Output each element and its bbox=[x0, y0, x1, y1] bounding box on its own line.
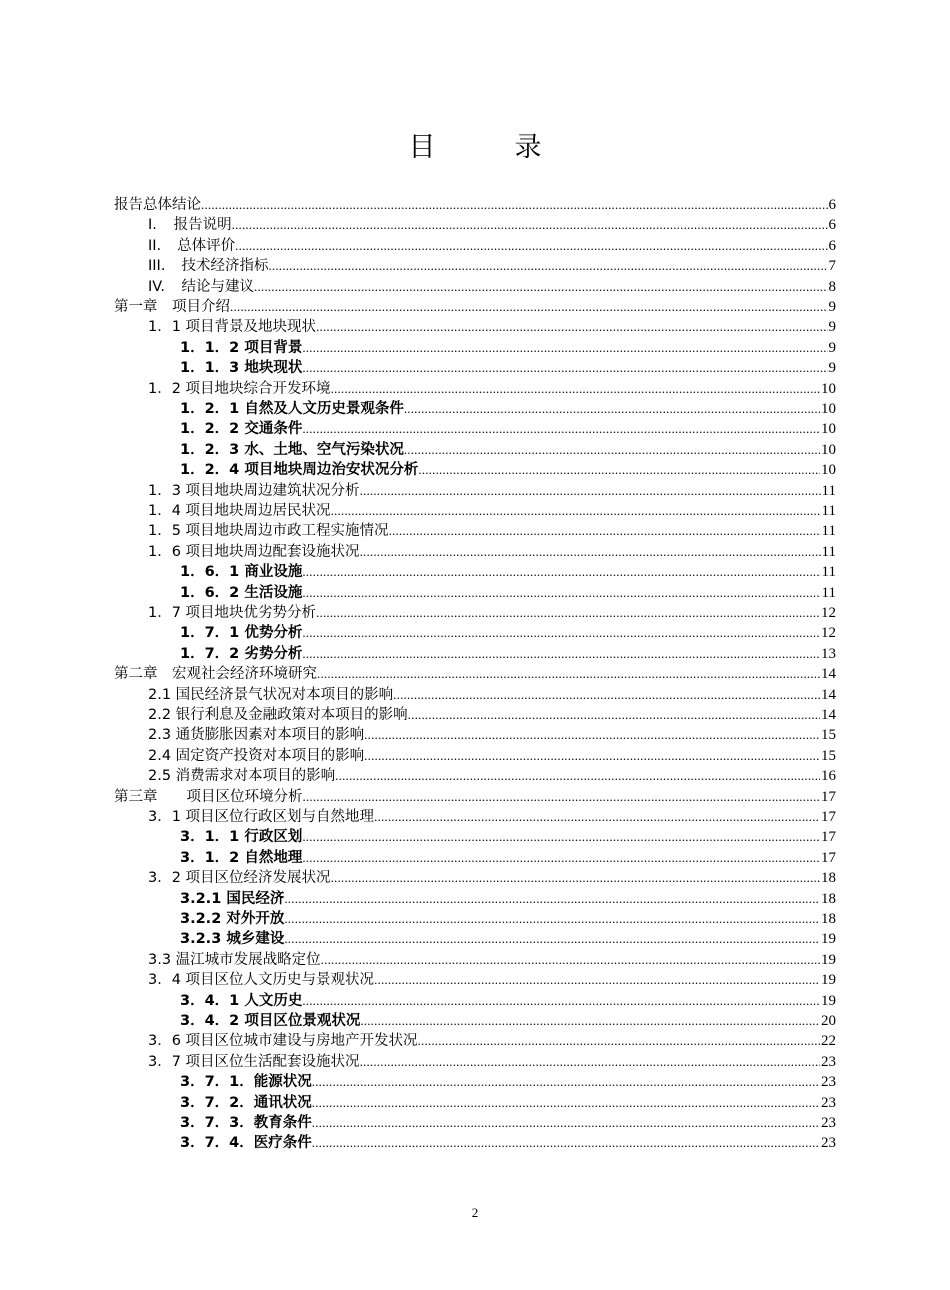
toc-entry-label: 3．1．2 自然地理 bbox=[180, 849, 303, 866]
toc-entry[interactable] bbox=[180, 889, 836, 909]
toc-leader-dots bbox=[418, 1031, 820, 1051]
toc-leader-dots bbox=[331, 501, 821, 521]
toc-entry[interactable] bbox=[180, 1113, 836, 1133]
toc-entry-label: 3.2.3 城乡建设 bbox=[180, 931, 285, 948]
toc-entry-page: 7 bbox=[828, 258, 836, 275]
toc-entry-page: 17 bbox=[821, 829, 836, 846]
toc-entry-number: I. bbox=[148, 217, 157, 234]
toc-entry[interactable] bbox=[180, 929, 836, 949]
page-number: 2 bbox=[471, 1205, 479, 1220]
toc-entry[interactable] bbox=[180, 991, 836, 1011]
toc-entry[interactable] bbox=[148, 746, 836, 766]
toc-leader-dots bbox=[360, 542, 821, 562]
toc-entry[interactable] bbox=[148, 501, 836, 521]
toc-leader-dots bbox=[235, 236, 827, 256]
toc-entry-label: 1．2．3 水、土地、空气污染状况 bbox=[180, 441, 404, 458]
toc-entry-page: 9 bbox=[828, 319, 836, 336]
toc-leader-dots bbox=[303, 787, 821, 807]
toc-entry[interactable] bbox=[180, 1133, 836, 1153]
toc-leader-dots bbox=[393, 685, 820, 705]
toc-leader-dots bbox=[302, 848, 820, 868]
toc-title: 目 录 bbox=[408, 132, 568, 163]
toc-entry[interactable] bbox=[180, 419, 836, 439]
toc-entry-label: 2.2 银行利息及金融政策对本项目的影响 bbox=[148, 707, 408, 723]
toc-leader-dots bbox=[316, 317, 827, 337]
toc-entry[interactable] bbox=[148, 521, 836, 541]
toc-entry-label: 3．6 项目区位城市建设与房地产开发状况 bbox=[148, 1033, 418, 1050]
toc-leader-dots bbox=[374, 807, 820, 827]
toc-entry-page: 18 bbox=[821, 890, 836, 907]
toc-entry-number: III. bbox=[148, 258, 166, 275]
toc-entry-label: 3．7．2．通讯状况 bbox=[180, 1094, 312, 1111]
toc-entry-page: 11 bbox=[821, 482, 836, 499]
toc-entry-page: 6 bbox=[828, 217, 836, 234]
toc-entry-label: 3．1．1 行政区划 bbox=[180, 829, 303, 846]
toc-leader-dots bbox=[284, 889, 820, 909]
toc-entry[interactable] bbox=[114, 195, 836, 215]
toc-leader-dots bbox=[302, 583, 820, 603]
toc-entry[interactable] bbox=[180, 1072, 836, 1092]
toc-entry-page: 23 bbox=[821, 1074, 836, 1091]
toc-entry-page: 10 bbox=[821, 441, 836, 458]
toc-leader-dots bbox=[254, 277, 828, 297]
toc-leader-dots bbox=[284, 909, 820, 929]
toc-entry-page: 23 bbox=[821, 1115, 836, 1131]
toc-entry[interactable] bbox=[148, 705, 836, 725]
toc-entry-page: 6 bbox=[828, 237, 836, 254]
toc-entry[interactable] bbox=[180, 827, 836, 847]
toc-entry-label: 结论与建议 bbox=[181, 278, 254, 295]
toc-leader-dots bbox=[312, 1072, 820, 1092]
toc-entry-label: 1．2．1 自然及人文历史景观条件 bbox=[180, 401, 404, 417]
toc-entry-page: 9 bbox=[828, 360, 836, 377]
toc-entry-label: 报告说明 bbox=[173, 217, 232, 234]
toc-entry-label: 2.4 固定资产投资对本项目的影响 bbox=[148, 747, 365, 764]
toc-entry-page: 20 bbox=[821, 1013, 836, 1029]
toc-entry-page: 23 bbox=[821, 1135, 836, 1152]
toc-entry-label: 1．6．1 商业设施 bbox=[180, 564, 303, 581]
toc-entry[interactable] bbox=[148, 970, 836, 990]
toc-entry-label: 1．2．4 项目地块周边治安状况分析 bbox=[180, 462, 419, 479]
toc-entry-label: 第一章 项目介绍 bbox=[114, 299, 230, 315]
toc-entry-label: 1．1．2 项目背景 bbox=[180, 339, 303, 356]
toc-leader-dots bbox=[312, 1133, 820, 1153]
toc-entry-label: 报告总体结论 bbox=[114, 197, 201, 213]
toc-entry-page: 14 bbox=[821, 666, 836, 683]
toc-entry[interactable] bbox=[148, 481, 836, 501]
toc-entry[interactable] bbox=[148, 317, 836, 337]
toc-leader-dots bbox=[331, 868, 820, 888]
toc-entry[interactable] bbox=[180, 338, 836, 358]
toc-entry[interactable] bbox=[148, 766, 836, 786]
toc-entry-label: 1．7．2 劣势分析 bbox=[180, 645, 303, 662]
toc-entry-page: 11 bbox=[821, 523, 836, 540]
toc-leader-dots bbox=[312, 1113, 820, 1133]
toc-entry[interactable] bbox=[180, 440, 836, 460]
toc-leader-dots bbox=[364, 746, 820, 766]
toc-entry-label: 1．1 项目背景及地块现状 bbox=[148, 319, 317, 336]
toc-entry[interactable] bbox=[180, 1093, 836, 1113]
toc-entry-page: 6 bbox=[828, 197, 836, 213]
toc-entry[interactable] bbox=[148, 215, 836, 235]
toc-leader-dots bbox=[302, 827, 820, 847]
toc-entry-page: 8 bbox=[828, 278, 836, 295]
toc-entry-page: 12 bbox=[821, 605, 836, 621]
toc-entry[interactable] bbox=[148, 277, 836, 297]
toc-entry-page: 10 bbox=[821, 462, 836, 479]
toc-leader-dots bbox=[374, 970, 820, 990]
toc-entry-page: 19 bbox=[821, 972, 836, 989]
toc-entry-page: 23 bbox=[821, 1094, 836, 1111]
toc-entry-page: 11 bbox=[821, 503, 836, 519]
toc-entry-label: 1．2 项目地块综合开发环境 bbox=[148, 380, 331, 397]
toc-entry-label: 3．7．3．教育条件 bbox=[180, 1115, 312, 1131]
toc-entry-page: 14 bbox=[821, 707, 836, 723]
toc-leader-dots bbox=[360, 481, 821, 501]
toc-entry[interactable] bbox=[180, 909, 836, 929]
toc-entry-page: 11 bbox=[821, 564, 836, 581]
toc-leader-dots bbox=[232, 215, 828, 235]
toc-entry-page: 19 bbox=[821, 992, 836, 1009]
toc-entry-page: 12 bbox=[821, 625, 836, 642]
toc-entry-page: 9 bbox=[828, 339, 836, 356]
toc-leader-dots bbox=[316, 603, 820, 623]
toc-entry-label: 1．4 项目地块周边居民状况 bbox=[148, 503, 331, 519]
toc-entry-label: 2.3 通货膨胀因素对本项目的影响 bbox=[148, 727, 365, 744]
toc-leader-dots bbox=[317, 664, 820, 684]
toc-entry-page: 22 bbox=[821, 1033, 836, 1050]
toc-entry[interactable] bbox=[180, 583, 836, 603]
toc-leader-dots bbox=[302, 338, 827, 358]
toc-entry-page: 11 bbox=[821, 584, 836, 601]
toc-entry[interactable] bbox=[180, 623, 836, 643]
toc-entry[interactable] bbox=[148, 236, 836, 256]
toc-entry-page: 17 bbox=[821, 809, 836, 825]
toc-leader-dots bbox=[268, 256, 827, 276]
toc-entry[interactable] bbox=[148, 379, 836, 399]
toc-entry-page: 23 bbox=[821, 1053, 836, 1070]
toc-leader-dots bbox=[312, 1093, 820, 1113]
toc-entry-page: 15 bbox=[821, 747, 836, 764]
toc-entry-label: 3．7 项目区位生活配套设施状况 bbox=[148, 1053, 360, 1070]
toc-entry-page: 18 bbox=[821, 870, 836, 887]
toc-entry-label: 3．4．2 项目区位景观状况 bbox=[180, 1013, 361, 1029]
toc-entry-label: 1．1．3 地块现状 bbox=[180, 360, 303, 377]
toc-entry-label: 1．6 项目地块周边配套设施状况 bbox=[148, 543, 360, 560]
toc-entry-page: 14 bbox=[821, 686, 836, 703]
toc-entry-label: 1．6．2 生活设施 bbox=[180, 584, 303, 601]
toc-entry[interactable] bbox=[148, 1031, 836, 1051]
toc-leader-dots bbox=[201, 195, 828, 215]
toc-entry-page: 16 bbox=[821, 768, 836, 785]
toc-entry[interactable] bbox=[180, 399, 836, 419]
toc-leader-dots bbox=[360, 1011, 820, 1031]
toc-leader-dots bbox=[408, 705, 820, 725]
toc-entry-label: 3．1 项目区位行政区划与自然地理 bbox=[148, 809, 375, 825]
toc-entry[interactable] bbox=[148, 807, 836, 827]
toc-entry[interactable] bbox=[180, 848, 836, 868]
toc-leader-dots bbox=[389, 521, 821, 541]
toc-leader-dots bbox=[302, 419, 820, 439]
toc-entry-label: 1．3 项目地块周边建筑状况分析 bbox=[148, 482, 360, 499]
toc-entry-number: II. bbox=[148, 237, 162, 254]
toc-entry-page: 10 bbox=[821, 401, 836, 417]
toc-leader-dots bbox=[404, 399, 820, 419]
toc-entry-label: 3．4 项目区位人文历史与景观状况 bbox=[148, 972, 375, 989]
toc-entry[interactable] bbox=[148, 685, 836, 705]
toc-entry[interactable] bbox=[148, 256, 836, 276]
toc-entry-page: 13 bbox=[821, 645, 836, 662]
toc-entry-label: 3.2.1 国民经济 bbox=[180, 890, 285, 907]
toc-entry-page: 17 bbox=[821, 788, 836, 805]
toc-leader-dots bbox=[302, 623, 820, 643]
toc-entry-page: 11 bbox=[821, 543, 836, 560]
toc-leader-dots bbox=[302, 562, 820, 582]
toc-entry[interactable] bbox=[148, 868, 836, 888]
toc-entry[interactable] bbox=[180, 358, 836, 378]
toc-entry[interactable] bbox=[148, 725, 836, 745]
toc-leader-dots bbox=[321, 950, 820, 970]
toc-entry-label: 1．7．1 优势分析 bbox=[180, 625, 303, 642]
toc-leader-dots bbox=[331, 379, 820, 399]
toc-entry[interactable] bbox=[148, 1052, 836, 1072]
toc-entry-label: 2.1 国民经济景气状况对本项目的影响 bbox=[148, 686, 394, 703]
toc-leader-dots bbox=[360, 1052, 820, 1072]
toc-leader-dots bbox=[404, 440, 820, 460]
toc-entry[interactable] bbox=[114, 664, 836, 684]
toc-entry-page: 15 bbox=[821, 727, 836, 744]
toc-leader-dots bbox=[302, 644, 820, 664]
toc-entry-label: 1．5 项目地块周边市政工程实施情况 bbox=[148, 523, 389, 540]
toc-entry-label: 1．7 项目地块优劣势分析 bbox=[148, 605, 317, 621]
toc-entry-label: 第三章 项目区位环境分析 bbox=[114, 788, 303, 805]
toc-entry-label: 第二章 宏观社会经济环境研究 bbox=[114, 666, 317, 683]
toc-entry-label: 3.3 温江城市发展战略定位 bbox=[148, 951, 321, 968]
toc-leader-dots bbox=[418, 460, 820, 480]
toc-entry-page: 17 bbox=[821, 849, 836, 866]
toc-entry-label: 1．2．2 交通条件 bbox=[180, 421, 303, 438]
toc-entry[interactable] bbox=[114, 787, 836, 807]
toc-entry-label: 2.5 消费需求对本项目的影响 bbox=[148, 768, 336, 785]
toc-leader-dots bbox=[284, 929, 820, 949]
toc-entry-page: 19 bbox=[821, 951, 836, 968]
toc-entry[interactable] bbox=[180, 460, 836, 480]
toc-entry-page: 10 bbox=[821, 380, 836, 397]
toc-entry-label: 3．2 项目区位经济发展状况 bbox=[148, 870, 331, 887]
toc-entry[interactable] bbox=[180, 562, 836, 582]
toc-entry[interactable] bbox=[148, 542, 836, 562]
toc-entry[interactable] bbox=[180, 644, 836, 664]
toc-entry[interactable] bbox=[148, 603, 836, 623]
toc-entry-label: 3.2.2 对外开放 bbox=[180, 911, 285, 927]
toc-entry-label: 3．4．1 人文历史 bbox=[180, 992, 303, 1009]
toc-entry-page: 19 bbox=[821, 931, 836, 948]
toc-entry[interactable] bbox=[180, 1011, 836, 1031]
toc-leader-dots bbox=[302, 358, 827, 378]
toc-leader-dots bbox=[364, 725, 820, 745]
toc-leader-dots bbox=[335, 766, 820, 786]
toc-leader-dots bbox=[230, 297, 828, 317]
toc-entry-label: 3．7．1．能源状况 bbox=[180, 1074, 312, 1091]
toc-entry-label: 3．7．4．医疗条件 bbox=[180, 1135, 312, 1152]
toc-entry-label: 技术经济指标 bbox=[181, 258, 269, 275]
toc-entry-page: 10 bbox=[821, 421, 836, 438]
toc-entry[interactable] bbox=[114, 297, 836, 317]
toc-entry-page: 18 bbox=[821, 911, 836, 927]
toc-entry[interactable] bbox=[148, 950, 836, 970]
toc-leader-dots bbox=[302, 991, 820, 1011]
toc-entry-page: 9 bbox=[828, 299, 836, 315]
toc-entry-number: IV. bbox=[148, 278, 165, 295]
toc-entry-label: 总体评价 bbox=[177, 237, 236, 254]
